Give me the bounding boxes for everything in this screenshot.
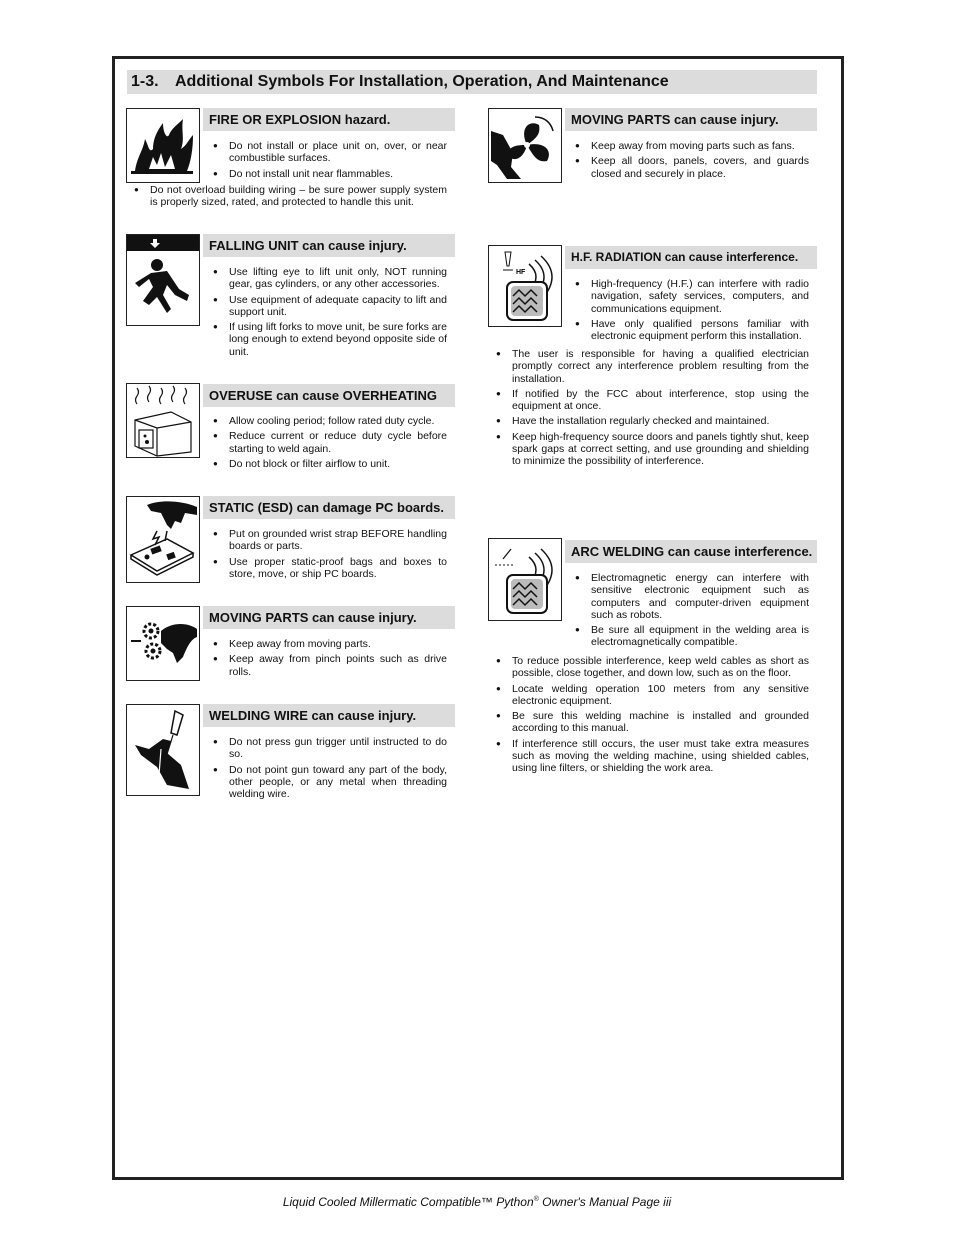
list-item: ● Electromagnetic energy can interfere with sensitive electronic equipment such as computers and computer-driven equipment such as robots.	[571, 572, 809, 621]
hf-radiation-title: H.F. RADIATION can cause interference.	[565, 246, 817, 269]
falling-unit-icon-graphic	[127, 235, 199, 325]
arc-welding-bullet-list	[571, 572, 809, 652]
list-item: ● Do not block or filter airflow to unit.	[209, 458, 447, 470]
list-item: ● Keep away from moving parts.	[209, 638, 447, 650]
fire-hazard-title: FIRE OR EXPLOSION hazard.	[203, 108, 455, 131]
falling-bullet-list	[209, 266, 447, 361]
list-item: ● Have only qualified persons familiar with electronic equipment perform this installation.	[571, 318, 809, 343]
list-item: ● Do not install or place unit on, over, or near combustible surfaces.	[209, 140, 447, 165]
hf-radiation-bullet-list	[571, 278, 809, 345]
hf-icon-label: HF	[516, 269, 526, 276]
welding-wire-icon-graphic	[127, 705, 199, 795]
page-footer	[0, 1195, 954, 1209]
fire-bullet-list	[209, 140, 447, 183]
fire-wide-bullet-list	[134, 184, 447, 212]
falling-hazard-title: FALLING UNIT can cause injury.	[203, 234, 455, 257]
list-item: ● Reduce current or reduce duty cycle before starting to weld again.	[209, 430, 447, 455]
welding-wire-title: WELDING WIRE can cause injury.	[203, 704, 455, 727]
arc-welding-interference-icon	[488, 538, 562, 621]
fire-icon-graphic	[127, 109, 199, 182]
section-title	[127, 70, 817, 94]
overuse-bullet-list	[209, 415, 447, 473]
moving-parts-fan-icon-graphic	[489, 109, 561, 182]
hf-radiation-wide-bullet-list	[496, 348, 809, 471]
moving-parts-left-bullet-list	[209, 638, 447, 681]
list-item: ● Be sure this welding machine is installed and grounded according to this manual.	[496, 710, 809, 735]
hf-radiation-icon	[488, 245, 562, 327]
list-item: ● Keep away from pinch points such as drive rolls.	[209, 653, 447, 678]
overuse-hazard-title: OVERUSE can cause OVERHEATING	[203, 384, 455, 407]
list-item: ● Be sure all equipment in the welding area is electromagnetically compatible.	[571, 624, 809, 649]
falling-unit-icon	[126, 234, 200, 326]
static-esd-icon-graphic	[127, 497, 199, 582]
list-item: ● Have the installation regularly checked and maintained.	[496, 415, 809, 427]
list-item: ● High-frequency (H.F.) can interfere with radio navigation, safety services, computers, and communications equipment.	[571, 278, 809, 315]
list-item: ● Use lifting eye to lift unit only, NOT running gear, gas cylinders, or any other accessories.	[209, 266, 447, 291]
list-item: ● Do not point gun toward any part of the body, other people, or any metal when threading welding wire.	[209, 764, 447, 801]
static-bullet-list	[209, 528, 447, 583]
list-item: ● Do not press gun trigger until instructed to do so.	[209, 736, 447, 761]
registered-mark: ®	[533, 1196, 539, 1203]
list-item: ● Do not install unit near flammables.	[209, 168, 447, 180]
list-item: ● If using lift forks to move unit, be sure forks are long enough to extend beyond opposite side of unit.	[209, 321, 447, 358]
static-esd-icon	[126, 496, 200, 583]
section-number: 1-3.	[131, 73, 159, 90]
list-item: ● Locate welding operation 100 meters from any sensitive electronic equipment.	[496, 683, 809, 708]
static-hazard-title: STATIC (ESD) can damage PC boards.	[203, 496, 455, 519]
overheating-icon-graphic	[127, 384, 199, 457]
arc-welding-interference-icon-graphic	[489, 539, 561, 620]
list-item: ● Keep all doors, panels, covers, and guards closed and securely in place.	[571, 155, 809, 180]
list-item: ● If interference still occurs, the user must take extra measures such as moving the welding machine, using shielded cables, using line filters, or shielding the work area.	[496, 738, 809, 775]
hf-radiation-icon-graphic	[489, 246, 561, 326]
arc-welding-title: ARC WELDING can cause interference.	[565, 540, 817, 563]
welding-wire-bullet-list	[209, 736, 447, 803]
overheating-icon	[126, 383, 200, 458]
footer-page: Owner's Manual Page iii	[538, 1195, 672, 1209]
list-item: ● The user is responsible for having a qualified electrician promptly correct any interference problem resulting from the installation.	[496, 348, 809, 385]
list-item: ● Keep high-frequency source doors and panels tightly shut, keep spark gaps at correct setting, and use grounding and shielding to minimize the possibility of interference.	[496, 431, 809, 468]
moving-parts-right-bullet-list	[571, 140, 809, 183]
list-item: ● Allow cooling period; follow rated duty cycle.	[209, 415, 447, 427]
list-item: ● To reduce possible interference, keep weld cables as short as possible, close together, and down low, such as on the floor.	[496, 655, 809, 680]
moving-parts-left-title: MOVING PARTS can cause injury.	[203, 606, 455, 629]
footer-title: Liquid Cooled Millermatic Compatible™ Python	[282, 1195, 534, 1209]
section-heading: Additional Symbols For Installation, Operation, And Maintenance	[175, 73, 669, 90]
arc-welding-wide-bullet-list	[496, 655, 809, 778]
list-item: ● Put on grounded wrist strap BEFORE handling boards or parts.	[209, 528, 447, 553]
moving-parts-right-title: MOVING PARTS can cause injury.	[565, 108, 817, 131]
welding-wire-icon	[126, 704, 200, 796]
fire-icon	[126, 108, 200, 183]
list-item: ● Do not overload building wiring – be sure power supply system is properly sized, rated, and protected to handle this unit.	[134, 184, 447, 209]
list-item: ● If notified by the FCC about interference, stop using the equipment at once.	[496, 388, 809, 413]
list-item: ● Use equipment of adequate capacity to lift and support unit.	[209, 294, 447, 319]
moving-parts-fan-icon	[488, 108, 562, 183]
moving-parts-gears-icon-graphic	[127, 607, 199, 680]
list-item: ● Keep away from moving parts such as fans.	[571, 140, 809, 152]
list-item: ● Use proper static-proof bags and boxes to store, move, or ship PC boards.	[209, 556, 447, 581]
moving-parts-gears-icon	[126, 606, 200, 681]
